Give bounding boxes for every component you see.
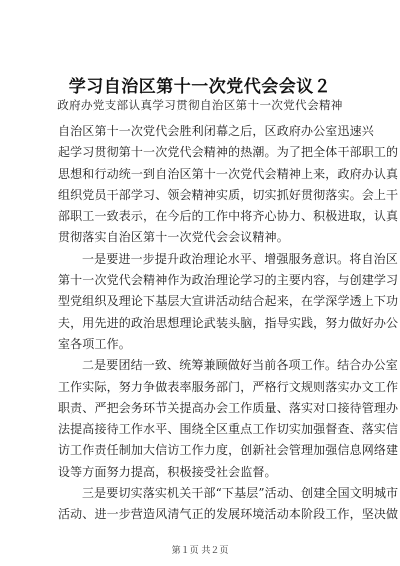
body-line: 室各项工作。	[58, 336, 131, 351]
body-line: 职责、严把会务环节关提高办会工作质量、落实对口接待管理办	[58, 400, 399, 415]
body-line: 贯彻落实自治区第十一次党代会会议精神。	[58, 230, 289, 245]
document-title: 学习自治区第十一次党代会会议２	[68, 77, 332, 97]
body-line: 法提高接待工作水平、围绕全区重点工作切实加强督查、落实信	[58, 422, 399, 437]
body-line: 工作实际，努力争做表率服务部门，严格行文规则落实办文工作	[58, 379, 399, 394]
body-line: 思想和行动统一到自治区第十一次党代会精神上来，政府办认真	[58, 166, 399, 181]
document-subtitle: 政府办党支部认真学习贯彻自治区第十一次党代会精神	[57, 98, 343, 112]
body-line: 活动、进一步营造风清气正的发展环境活动本阶段工作，坚决做	[58, 507, 399, 522]
body-line: 组织党员干部学习、领会精神实质，切实抓好贯彻落实。会上干	[58, 187, 399, 202]
body-line: 型党组织及理论下基层大宣讲活动结合起来，在学深学透上下功	[58, 294, 399, 309]
body-line: 自治区第十一次党代会胜利闭幕之后，区政府办公室迅速兴	[58, 124, 374, 138]
body-line: 一是要进一步提升政治理论水平、增强服务意识。将自治区	[82, 251, 398, 266]
body-line: 二是要团结一致、统筹兼顾做好当前各项工作。结合办公室	[82, 358, 398, 373]
body-line: 夫，用先进的政治思想理论武装头脑，指导实践，努力做好办公	[58, 315, 399, 330]
body-line: 第十一次党代会精神作为政治理论学习的主要内容，与创建学习	[58, 273, 399, 288]
body-line: 起学习贯彻第十一次党代会精神的热潮。为了把全体干部职工的	[58, 145, 399, 160]
body-line: 设等方面努力提高，积极接受社会监督。	[58, 464, 277, 479]
body-line: 三是要切实落实机关干部“下基层”活动、创建全国文明城市	[82, 486, 399, 501]
page-footer: 第１页 共２页	[171, 546, 229, 556]
document-body	[58, 121, 399, 526]
body-line: 访工作责任制加大信访工作力度，创新社会管理加强信息网络建	[58, 443, 399, 458]
body-line: 部职工一致表示，在今后的工作中将齐心协力、积极进取，认真	[58, 209, 399, 224]
